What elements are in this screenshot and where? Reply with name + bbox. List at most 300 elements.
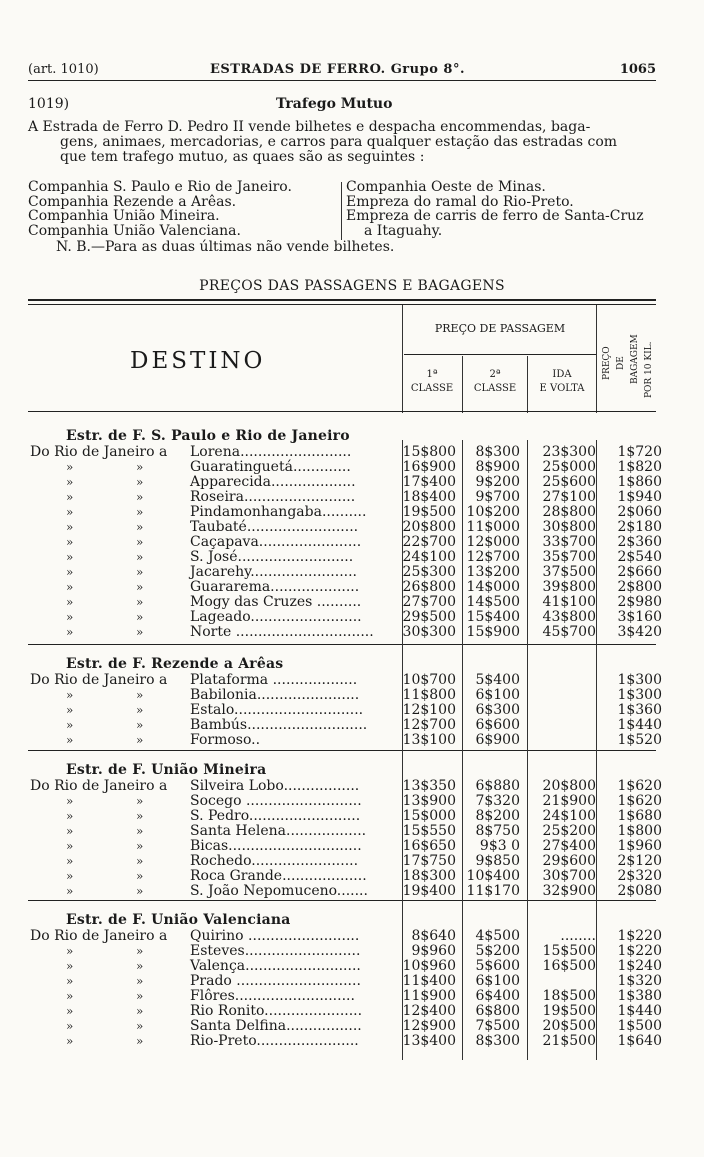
ditto-mark: »: [66, 809, 74, 823]
price-2a-classe: 6$880: [475, 778, 520, 794]
ditto-mark: »: [136, 1019, 144, 1033]
price-1a-classe: 12$400: [402, 1003, 456, 1019]
price-ida-volta: 41$100: [542, 594, 596, 610]
station-name: Valença..........................: [190, 958, 361, 974]
price-bagagem: 1$680: [617, 808, 662, 824]
station-name: Rochedo........................: [190, 853, 359, 869]
station-name: Pindamonhangaba..........: [190, 504, 367, 520]
price-1a-classe: 25$300: [402, 564, 456, 580]
price-1a-classe: 19$500: [402, 504, 456, 520]
ditto-mark: »: [66, 535, 74, 549]
price-bagagem: 2$540: [617, 549, 662, 565]
fare-row: [0, 944, 704, 959]
price-2a-classe: 8$900: [475, 459, 520, 475]
price-bagagem: 1$380: [617, 988, 662, 1004]
price-ida-volta: 35$700: [542, 549, 596, 565]
ditto-mark: »: [136, 944, 144, 958]
station-name: Rio Ronito......................: [190, 1003, 363, 1019]
price-1a-classe: 22$700: [402, 534, 456, 550]
companies-right-list: [346, 180, 666, 238]
price-1a-classe: 12$100: [402, 702, 456, 718]
price-ida-volta: 16$500: [542, 958, 596, 974]
col-divider: [527, 440, 528, 1060]
price-ida-volta: 29$600: [542, 853, 596, 869]
ditto-mark: »: [66, 884, 74, 898]
ditto-mark: »: [136, 1004, 144, 1018]
group-separator: [28, 900, 656, 901]
price-2a-classe: 8$750: [475, 823, 520, 839]
price-ida-volta: 20$800: [542, 778, 596, 794]
ditto-mark: »: [66, 595, 74, 609]
fare-row: [0, 974, 704, 989]
page-number: 1065: [619, 62, 656, 77]
price-2a-classe: 5$600: [475, 958, 520, 974]
price-2a-classe: 6$800: [475, 1003, 520, 1019]
col-2-line: 2ª: [489, 369, 501, 380]
price-bagagem: 1$640: [617, 1033, 662, 1049]
price-2a-classe: 9$700: [475, 489, 520, 505]
preco-underline: [404, 354, 596, 355]
station-name: Estalo.............................: [190, 702, 364, 718]
price-ida-volta: ........: [560, 928, 596, 944]
ditto-mark: »: [136, 688, 144, 702]
station-name: Jacarehy........................: [190, 564, 357, 580]
section-number: 1019): [28, 96, 70, 112]
ditto-mark: »: [66, 989, 74, 1003]
price-2a-classe: 9$850: [475, 853, 520, 869]
col-divider: [462, 356, 463, 413]
price-bagagem: 2$080: [617, 883, 662, 899]
ditto-mark: »: [136, 520, 144, 534]
fare-row: [0, 1019, 704, 1034]
fare-row: [0, 929, 704, 944]
price-2a-classe: 12$700: [466, 549, 520, 565]
fare-row: [0, 779, 704, 794]
ditto-mark: »: [66, 475, 74, 489]
fare-row: [0, 595, 704, 610]
price-ida-volta: 27$100: [542, 489, 596, 505]
origin-text: Do Rio de Janeiro a: [30, 778, 168, 794]
price-bagagem: 1$520: [617, 732, 662, 748]
ditto-mark: »: [136, 733, 144, 747]
station-name: Taubaté.........................: [190, 519, 359, 535]
ditto-mark: »: [136, 490, 144, 504]
ditto-mark: »: [66, 839, 74, 853]
station-name: Esteves..........................: [190, 943, 361, 959]
price-ida-volta: 25$600: [542, 474, 596, 490]
price-2a-classe: 8$200: [475, 808, 520, 824]
company-item: a Itaguahy.: [364, 222, 443, 239]
price-ida-volta: 25$200: [542, 823, 596, 839]
price-bagagem: 1$720: [617, 444, 662, 460]
col-1a-classe-header: [404, 368, 460, 396]
ditto-mark: »: [136, 854, 144, 868]
ditto-mark: »: [136, 839, 144, 853]
station-name: Santa Delfina.................: [190, 1018, 362, 1034]
ditto-mark: »: [66, 490, 74, 504]
company-item: Companhia S. Paulo e Rio de Janeiro.: [28, 179, 292, 195]
price-2a-classe: 14$500: [466, 594, 520, 610]
price-ida-volta: 25$000: [542, 459, 596, 475]
bagagem-label-2: DE: [616, 356, 626, 370]
price-ida-volta: 20$500: [542, 1018, 596, 1034]
price-2a-classe: 13$200: [466, 564, 520, 580]
price-2a-classe: 9$3 0: [479, 838, 520, 854]
price-ida-volta: 15$500: [542, 943, 596, 959]
price-2a-classe: 6$400: [475, 988, 520, 1004]
station-name: Guararema....................: [190, 579, 360, 595]
price-1a-classe: 16$900: [402, 459, 456, 475]
price-1a-classe: 13$100: [402, 732, 456, 748]
price-2a-classe: 8$300: [475, 444, 520, 460]
price-bagagem: 1$220: [617, 943, 662, 959]
ditto-mark: »: [136, 884, 144, 898]
price-bagagem: 3$420: [617, 624, 662, 640]
price-ida-volta: 37$500: [542, 564, 596, 580]
price-1a-classe: 27$700: [402, 594, 456, 610]
price-bagagem: 1$960: [617, 838, 662, 854]
station-name: Prado ............................: [190, 973, 361, 989]
fare-row: [0, 688, 704, 703]
price-2a-classe: 9$200: [475, 474, 520, 490]
ditto-mark: »: [66, 703, 74, 717]
fare-row: [0, 854, 704, 869]
price-bagagem: 1$440: [617, 1003, 662, 1019]
intro-line: gens, animaes, mercadorias, e carros para qualquer estação das estradas com: [60, 134, 618, 150]
origin-text: Do Rio de Janeiro a: [30, 444, 168, 460]
header-bottom-rule: [28, 411, 656, 412]
ditto-mark: »: [136, 565, 144, 579]
price-ida-volta: 21$500: [542, 1033, 596, 1049]
fare-row: [0, 824, 704, 839]
price-bagagem: 1$360: [617, 702, 662, 718]
ditto-mark: »: [136, 580, 144, 594]
col-3-line: E VOLTA: [539, 383, 585, 394]
companies-divider: [341, 182, 342, 240]
price-1a-classe: 13$350: [402, 778, 456, 794]
col-divider: [527, 356, 528, 413]
price-bagagem: 1$300: [617, 687, 662, 703]
ditto-mark: »: [136, 718, 144, 732]
station-name: Roca Grande...................: [190, 868, 367, 884]
price-ida-volta: 28$800: [542, 504, 596, 520]
ditto-mark: »: [66, 505, 74, 519]
price-1a-classe: 24$100: [402, 549, 456, 565]
price-1a-classe: 18$300: [402, 868, 456, 884]
ditto-mark: »: [66, 824, 74, 838]
ditto-mark: »: [136, 703, 144, 717]
ditto-mark: »: [136, 869, 144, 883]
price-1a-classe: 29$500: [402, 609, 456, 625]
fare-row: [0, 1034, 704, 1049]
group-title: Estr. de F. Rezende a Arêas: [66, 656, 284, 672]
station-name: Santa Helena..................: [190, 823, 367, 839]
price-1a-classe: 26$800: [402, 579, 456, 595]
price-2a-classe: 7$320: [475, 793, 520, 809]
station-name: Quirino .........................: [190, 928, 360, 944]
col-1-line: CLASSE: [410, 383, 454, 394]
price-bagagem: 1$300: [617, 672, 662, 688]
price-ida-volta: 33$700: [542, 534, 596, 550]
group-separator: [28, 750, 656, 751]
price-1a-classe: 13$900: [402, 793, 456, 809]
fare-row: [0, 794, 704, 809]
bagagem-label-4: POR 10 KIL.: [644, 341, 654, 398]
ditto-mark: »: [136, 505, 144, 519]
station-name: Silveira Lobo.................: [190, 778, 360, 794]
price-ida-volta: 18$500: [542, 988, 596, 1004]
price-1a-classe: 11$800: [402, 687, 456, 703]
station-name: Norte ...............................: [190, 624, 374, 640]
station-name: Apparecida...................: [190, 474, 356, 490]
fare-row: [0, 565, 704, 580]
price-ida-volta: 24$100: [542, 808, 596, 824]
company-item: Companhia União Mineira.: [28, 208, 220, 224]
station-name: Formoso..: [190, 732, 261, 748]
station-name: Lageado.........................: [190, 609, 362, 625]
price-2a-classe: 7$500: [475, 1018, 520, 1034]
price-1a-classe: 10$960: [402, 958, 456, 974]
ditto-mark: »: [136, 809, 144, 823]
ditto-mark: »: [136, 1034, 144, 1048]
col-divider: [596, 440, 597, 1060]
price-bagagem: 2$180: [617, 519, 662, 535]
station-name: Bicas..............................: [190, 838, 362, 854]
origin-text: Do Rio de Janeiro a: [30, 928, 168, 944]
ditto-mark: »: [66, 974, 74, 988]
fare-row: [0, 625, 704, 640]
price-ida-volta: 39$800: [542, 579, 596, 595]
price-bagagem: 2$660: [617, 564, 662, 580]
price-2a-classe: 12$000: [466, 534, 520, 550]
price-1a-classe: 15$550: [402, 823, 456, 839]
table-title: PREÇOS DAS PASSAGENS E BAGAGENS: [199, 278, 505, 294]
col-1-line: 1ª: [426, 369, 438, 380]
price-1a-classe: 11$400: [402, 973, 456, 989]
price-2a-classe: 6$600: [475, 717, 520, 733]
col-ida-volta-header: [528, 368, 596, 396]
price-2a-classe: 6$900: [475, 732, 520, 748]
ditto-mark: »: [66, 869, 74, 883]
section-title: Trafego Mutuo: [276, 96, 393, 112]
ditto-mark: »: [66, 854, 74, 868]
origin-text: Do Rio de Janeiro a: [30, 672, 168, 688]
bagagem-label-3: BAGAGEM: [630, 334, 640, 384]
company-item: Empreza de carris de ferro de Santa-Cruz: [346, 208, 644, 224]
price-ida-volta: 19$500: [542, 1003, 596, 1019]
price-bagagem: 1$820: [617, 459, 662, 475]
preco-passagem-header: PREÇO DE PASSAGEM: [434, 322, 566, 335]
price-2a-classe: 6$100: [475, 973, 520, 989]
price-1a-classe: 15$800: [402, 444, 456, 460]
group-title: Estr. de F. União Mineira: [66, 762, 267, 778]
fare-row: [0, 445, 704, 460]
price-1a-classe: 12$700: [402, 717, 456, 733]
ditto-mark: »: [136, 959, 144, 973]
bagagem-label-1: PREÇO: [602, 346, 612, 380]
price-bagagem: 2$980: [617, 594, 662, 610]
col-2a-classe-header: [464, 368, 526, 396]
fare-row: [0, 839, 704, 854]
ditto-mark: »: [136, 550, 144, 564]
ditto-mark: »: [66, 580, 74, 594]
station-name: S. Pedro.........................: [190, 808, 361, 824]
price-1a-classe: 18$400: [402, 489, 456, 505]
price-1a-classe: 15$000: [402, 808, 456, 824]
price-2a-classe: 11$000: [466, 519, 520, 535]
intro-line: A Estrada de Ferro D. Pedro II vende bilhetes e despacha encommendas, baga-: [28, 119, 591, 135]
ditto-mark: »: [66, 959, 74, 973]
fare-row: [0, 703, 704, 718]
station-name: S. José..........................: [190, 549, 354, 565]
ditto-mark: »: [66, 688, 74, 702]
fare-row: [0, 1004, 704, 1019]
ditto-mark: »: [136, 610, 144, 624]
fare-row: [0, 490, 704, 505]
price-bagagem: 2$120: [617, 853, 662, 869]
price-2a-classe: 10$400: [466, 868, 520, 884]
price-bagagem: 2$360: [617, 534, 662, 550]
price-1a-classe: 20$800: [402, 519, 456, 535]
price-1a-classe: 12$900: [402, 1018, 456, 1034]
fare-row: [0, 520, 704, 535]
header-article-ref: (art. 1010): [28, 62, 99, 77]
fare-row: [0, 884, 704, 899]
price-1a-classe: 8$640: [411, 928, 456, 944]
fare-row: [0, 475, 704, 490]
price-1a-classe: 13$400: [402, 1033, 456, 1049]
price-2a-classe: 8$300: [475, 1033, 520, 1049]
price-ida-volta: 27$400: [542, 838, 596, 854]
ditto-mark: »: [66, 550, 74, 564]
station-name: Flôres...........................: [190, 988, 355, 1004]
table-top-rule: [28, 299, 656, 301]
companies-left-list: [28, 180, 344, 238]
price-bagagem: 1$240: [617, 958, 662, 974]
fare-row: [0, 809, 704, 824]
price-ida-volta: 32$900: [542, 883, 596, 899]
price-2a-classe: 4$500: [475, 928, 520, 944]
col-divider: [402, 440, 403, 1060]
fare-row: [0, 959, 704, 974]
price-2a-classe: 15$900: [466, 624, 520, 640]
price-1a-classe: 19$400: [402, 883, 456, 899]
station-name: Guaratinguetá.............: [190, 459, 351, 475]
price-bagagem: 1$500: [617, 1018, 662, 1034]
price-2a-classe: 10$200: [466, 504, 520, 520]
price-ida-volta: 45$700: [542, 624, 596, 640]
col-2-line: CLASSE: [473, 383, 517, 394]
destino-header: DESTINO: [130, 348, 266, 374]
fare-row: [0, 989, 704, 1004]
fare-row: [0, 535, 704, 550]
price-1a-classe: 9$960: [411, 943, 456, 959]
company-item: Companhia Rezende a Arêas.: [28, 193, 237, 210]
price-bagagem: 2$320: [617, 868, 662, 884]
fare-row: [0, 580, 704, 595]
station-name: Rio-Preto.......................: [190, 1033, 359, 1049]
price-1a-classe: 11$900: [402, 988, 456, 1004]
fare-row: [0, 505, 704, 520]
table-top-rule-thin: [28, 304, 656, 305]
ditto-mark: »: [66, 1019, 74, 1033]
station-name: Roseira.........................: [190, 489, 356, 505]
ditto-mark: »: [66, 718, 74, 732]
price-ida-volta: 30$800: [542, 519, 596, 535]
ditto-mark: »: [136, 794, 144, 808]
ditto-mark: »: [66, 520, 74, 534]
station-name: Lorena.........................: [190, 444, 352, 460]
station-name: S. João Nepomuceno.......: [190, 883, 368, 899]
ditto-mark: »: [66, 610, 74, 624]
header-rule: [28, 80, 656, 81]
price-bagagem: 3$160: [617, 609, 662, 625]
price-bagagem: 1$620: [617, 778, 662, 794]
price-bagagem: 1$860: [617, 474, 662, 490]
price-2a-classe: 6$300: [475, 702, 520, 718]
price-bagagem: 1$220: [617, 928, 662, 944]
price-ida-volta: 30$700: [542, 868, 596, 884]
company-item: Companhia Oeste de Minas.: [346, 179, 546, 195]
station-name: Plataforma ...................: [190, 672, 358, 688]
company-item: Empreza do ramal do Rio-Preto.: [346, 193, 574, 210]
price-ida-volta: 43$800: [542, 609, 596, 625]
group-separator: [28, 644, 656, 645]
ditto-mark: »: [136, 625, 144, 639]
price-2a-classe: 15$400: [466, 609, 520, 625]
col-divider: [402, 305, 403, 413]
ditto-mark: »: [66, 733, 74, 747]
price-1a-classe: 10$700: [402, 672, 456, 688]
price-bagagem: 2$060: [617, 504, 662, 520]
fare-row: [0, 460, 704, 475]
ditto-mark: »: [136, 535, 144, 549]
ditto-mark: »: [66, 625, 74, 639]
ditto-mark: »: [136, 824, 144, 838]
company-item: Companhia União Valenciana.: [28, 222, 241, 239]
station-name: Socego ..........................: [190, 793, 362, 809]
ditto-mark: »: [66, 1004, 74, 1018]
ditto-mark: »: [136, 475, 144, 489]
station-name: Mogy das Cruzes ..........: [190, 594, 362, 610]
col-divider: [596, 305, 597, 413]
price-bagagem: 1$320: [617, 973, 662, 989]
fare-row: [0, 733, 704, 748]
col-3-line: IDA: [552, 369, 572, 380]
price-bagagem: 1$620: [617, 793, 662, 809]
price-bagagem: 2$800: [617, 579, 662, 595]
ditto-mark: »: [136, 974, 144, 988]
price-ida-volta: 21$900: [542, 793, 596, 809]
price-1a-classe: 30$300: [402, 624, 456, 640]
price-2a-classe: 14$000: [466, 579, 520, 595]
header-title: ESTRADAS DE FERRO. Grupo 8°.: [210, 62, 465, 77]
price-bagagem: 1$440: [617, 717, 662, 733]
price-1a-classe: 17$400: [402, 474, 456, 490]
ditto-mark: »: [66, 944, 74, 958]
fare-row: [0, 718, 704, 733]
ditto-mark: »: [66, 1034, 74, 1048]
price-2a-classe: 11$170: [466, 883, 520, 899]
price-bagagem: 1$800: [617, 823, 662, 839]
ditto-mark: »: [66, 460, 74, 474]
fare-row: [0, 550, 704, 565]
intro-line: que tem trafego mutuo, as quaes são as seguintes :: [60, 149, 425, 165]
fare-row: [0, 610, 704, 625]
footnote-nb: N. B.—Para as duas últimas não vende bilhetes.: [56, 239, 395, 255]
group-title: Estr. de F. S. Paulo e Rio de Janeiro: [66, 428, 350, 444]
group-title: Estr. de F. União Valenciana: [66, 912, 291, 928]
